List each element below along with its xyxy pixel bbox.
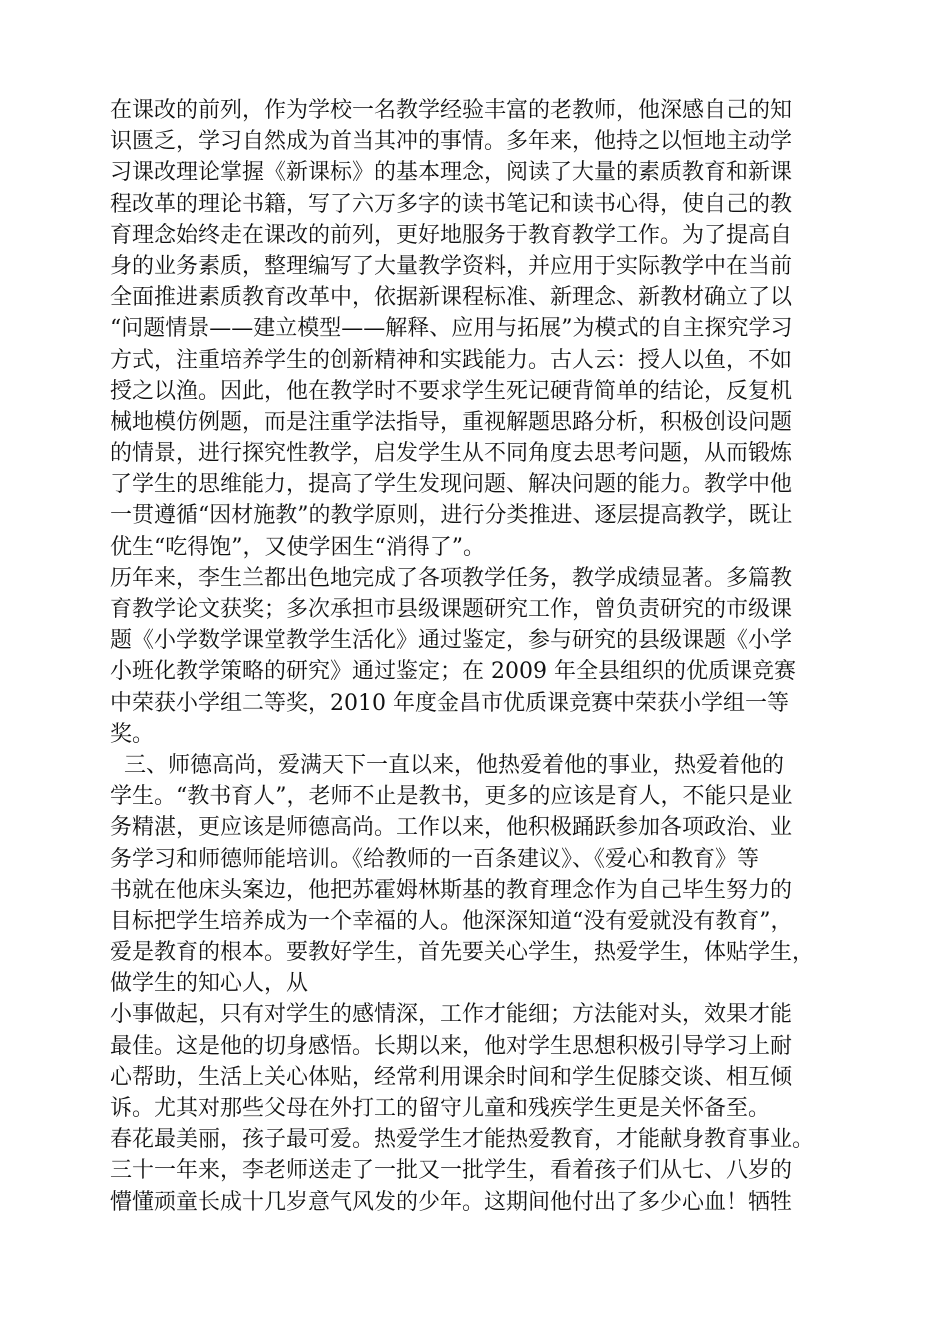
text-line: 学生。“教书育人”，老师不止是教书，更多的应该是育人，不能只是业	[110, 784, 793, 810]
text-line: 书就在他床头案边，他把苏霍姆林斯基的教育理念作为自己毕生努力的	[110, 877, 793, 903]
text-line: 方式，注重培养学生的创新精神和实践能力。古人云：授人以鱼，不如	[110, 347, 793, 373]
text-line: 务精湛，更应该是师德高尚。工作以来，他积极踊跃参加各项政治、业	[110, 815, 793, 841]
text-line: 程改革的理论书籍，写了六万多字的读书笔记和读书心得，使自己的教	[110, 191, 793, 217]
text-line: 做学生的知心人，从	[110, 971, 309, 997]
text-line: 心帮助，生活上关心体贴，经常利用课余时间和学生促膝交谈、相互倾	[110, 1064, 793, 1090]
text-line: 育教学论文获奖；多次承担市县级课题研究工作，曾负责研究的市级课	[110, 597, 793, 622]
text-line: 小班化教学策略的研究》通过鉴定；在 2009 年全县组织的优质课竞赛	[110, 659, 796, 685]
text-line: 三十一年来，李老师送走了一批又一批学生，看着孩子们从七、八岁的	[110, 1158, 793, 1184]
text-line: 奖。	[110, 721, 155, 747]
text-line: 懵懂顽童长成十几岁意气风发的少年。这期间他付出了多少心血！牺牲	[110, 1189, 793, 1215]
text-line: 的情景，进行探究性教学，启发学生从不同角度去思考问题，从而锻炼	[110, 441, 793, 467]
text-line: 务学习和师德师能培训。《给教师的一百条建议》、《爱心和教育》等	[110, 846, 760, 872]
text-line: 小事做起，只有对学生的感情深，工作才能细；方法能对头，效果才能	[110, 1002, 793, 1028]
text-line: 爱是教育的根本。要教好学生，首先要关心学生，热爱学生，体贴学生，	[110, 940, 815, 966]
text-line: 诉。尤其对那些父母在外打工的留守儿童和残疾学生更是关怀备至。	[110, 1096, 771, 1121]
text-line: 授之以渔。因此，他在教学时不要求学生死记硬背简单的结论，反复机	[110, 378, 793, 404]
text-line: 题《小学数学课堂教学生活化》通过鉴定，参与研究的县级课题《小学	[110, 628, 793, 654]
text-line: 识匮乏，学习自然成为首当其冲的事情。多年来，他持之以恒地主动学	[110, 129, 793, 155]
document-body	[110, 95, 860, 1218]
text-line: “问题情景——建立模型——解释、应用与拓展”为模式的自主探究学习	[110, 316, 793, 342]
text-line: 全面推进素质教育改革中，依据新课程标准、新理念、新教材确立了以	[110, 285, 793, 311]
text-line: 习课改理论掌握《新课标》的基本理念，阅读了大量的素质教育和新课	[110, 160, 793, 186]
text-line: 最佳。这是他的切身感悟。长期以来，他对学生思想积极引导学习上耐	[110, 1033, 793, 1059]
text-line: 目标把学生培养成为一个幸福的人。他深深知道“没有爱就没有教育”，	[110, 908, 793, 934]
text-line: 在课改的前列，作为学校一名教学经验丰富的老教师，他深感自己的知	[110, 98, 793, 123]
text-line: 一贯遵循“因材施教”的教学原则，进行分类推进、逐层提高教学，既让	[110, 503, 793, 529]
text-line: 了学生的思维能力，提高了学生发现问题、解决问题的能力。教学中他	[110, 472, 793, 498]
text-line: 历年来，李生兰都出色地完成了各项教学任务，教学成绩显著。多篇教	[110, 565, 793, 591]
text-line: 身的业务素质，整理编写了大量教学资料，并应用于实际教学中在当前	[110, 253, 793, 279]
text-line: 育理念始终走在课改的前列，更好地服务于教育教学工作。为了提高自	[110, 222, 793, 248]
text-line: 优生“吃得饱”，又使学困生“消得了”。	[110, 534, 485, 560]
text-line: 械地模仿例题，而是注重学法指导，重视解题思路分析，积极创设问题	[110, 409, 793, 435]
text-line: 三、师德高尚，爱满天下一直以来，他热爱着他的事业，热爱着他的	[110, 752, 784, 778]
text-line: 春花最美丽，孩子最可爱。热爱学生才能热爱教育，才能献身教育事业。	[110, 1127, 815, 1153]
text-line: 中荣获小学组二等奖，2010 年度金昌市优质课竞赛中荣获小学组一等	[110, 690, 789, 716]
